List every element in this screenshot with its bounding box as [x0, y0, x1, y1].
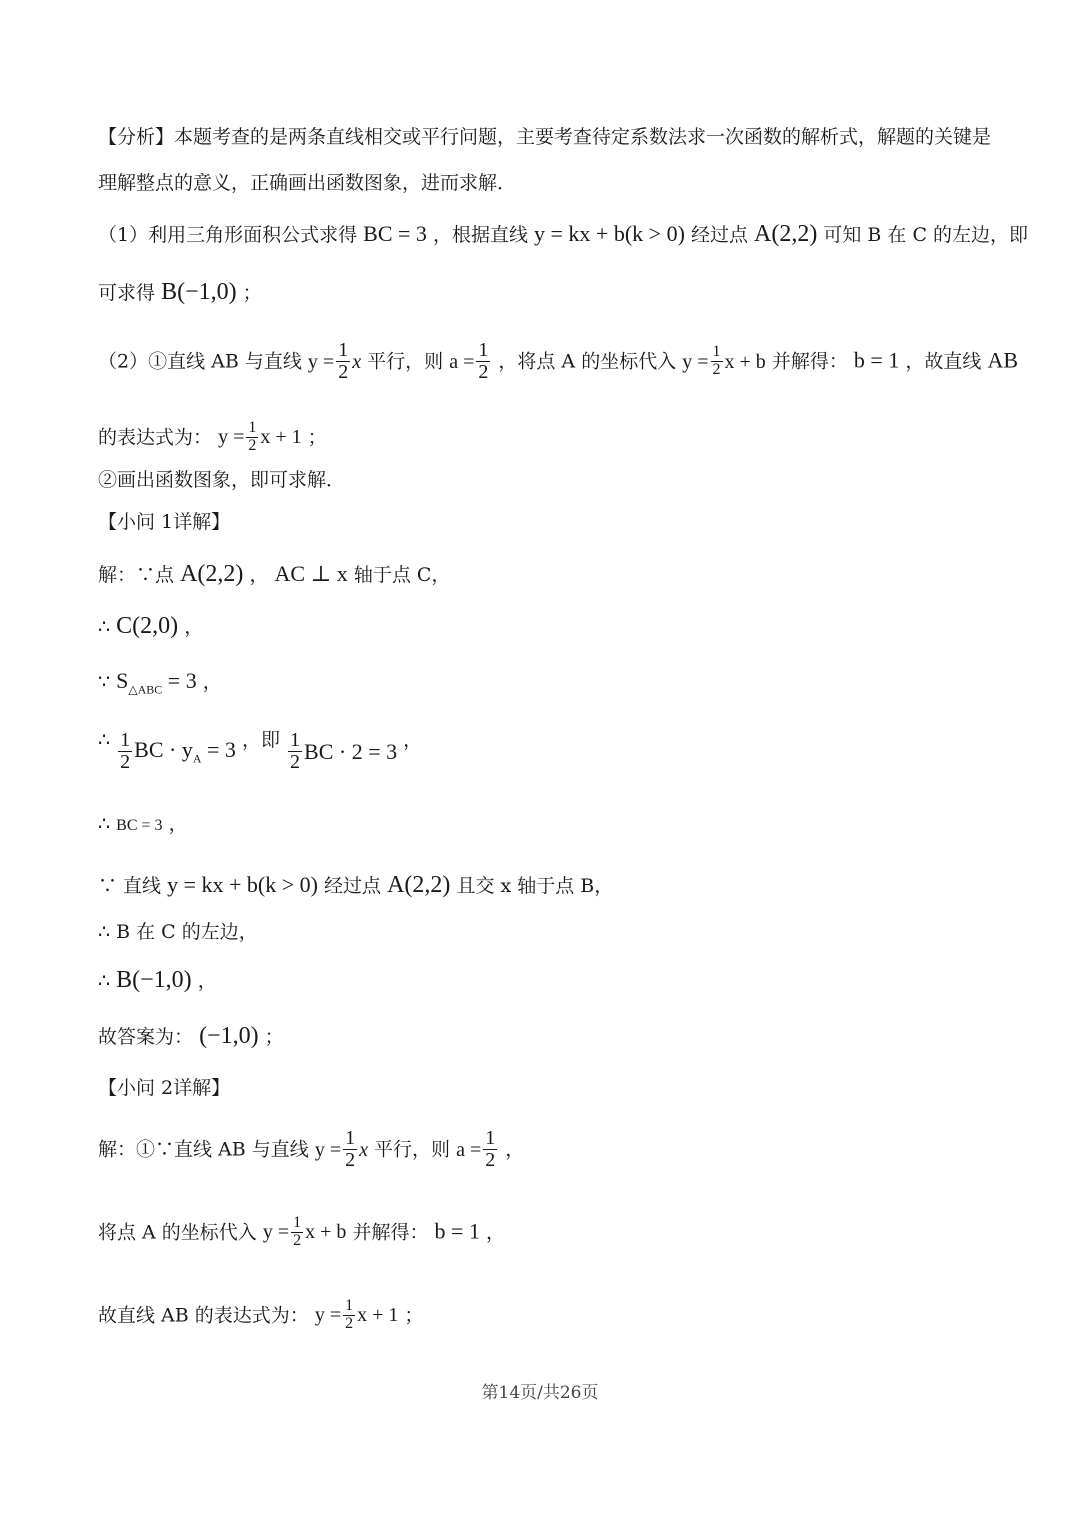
analysis-line-1: 【分析】本题考查的是两条直线相交或平行问题，主要考查待定系数法求一次函数的解析式，解题的关键是 — [98, 126, 992, 148]
fraction-expr — [456, 1128, 499, 1171]
numerator: 1 — [345, 1297, 354, 1314]
math: y = — [307, 350, 335, 373]
text: ， — [249, 564, 269, 586]
text: ∵ — [98, 671, 111, 693]
denominator: 2 — [485, 1149, 496, 1171]
math: BC = 3 — [363, 221, 427, 246]
analysis-part2-line2 — [98, 420, 327, 455]
text: ， — [197, 970, 217, 992]
math: b = 1 — [853, 347, 900, 373]
math: y = — [262, 1221, 290, 1244]
q1-step6 — [98, 873, 613, 897]
text: 的表达式为： — [98, 426, 213, 449]
numerator: 1 — [712, 343, 721, 361]
fraction-expr — [308, 340, 361, 383]
text: ∵ 直线 — [98, 875, 162, 897]
fraction-expr — [263, 1215, 347, 1250]
q1-step2 — [98, 614, 203, 638]
numerator: 1 — [338, 339, 349, 361]
math: a = — [456, 1138, 482, 1161]
math: A(2,2) — [387, 872, 451, 898]
q1-step4 — [98, 730, 422, 773]
text: 解：①∵直线 AB 与直线 — [98, 1138, 309, 1161]
math: S — [116, 668, 129, 693]
text: 平行，则 — [374, 1138, 451, 1161]
text: 将点 A 的坐标代入 — [98, 1221, 257, 1244]
math: y = — [314, 1304, 342, 1327]
text: ， — [184, 616, 204, 638]
text: 轴于点 C， — [353, 564, 451, 586]
numerator: 1 — [485, 1127, 496, 1149]
text: 故答案为： — [98, 1026, 194, 1048]
fraction-expr — [682, 344, 766, 379]
q2-step1 — [98, 1128, 524, 1171]
math: y = — [682, 350, 709, 373]
text: 并解得： — [771, 350, 848, 373]
math: x + 1 — [357, 1304, 399, 1327]
math: BC · 2 = 3 — [304, 738, 398, 764]
math: B(−1,0) — [161, 279, 237, 305]
denominator: 2 — [478, 361, 489, 383]
math: y = — [218, 426, 245, 449]
denominator: 2 — [120, 751, 131, 773]
math: y = kx + b(k > 0) — [167, 872, 318, 897]
text: ， — [403, 729, 423, 751]
math: y = kx + b(k > 0) — [534, 221, 685, 246]
text: 并解得： — [352, 1221, 429, 1244]
math: = 3 — [201, 736, 236, 762]
text: （1）利用三角形面积公式求得 — [98, 224, 358, 246]
math: C(2,0) — [116, 613, 179, 639]
text: 可知 B 在 C 的左边，即 — [823, 224, 1029, 246]
math: B(−1,0) — [116, 967, 192, 993]
math: AC ⊥ x — [274, 561, 348, 586]
analysis-part2-line1 — [98, 340, 1018, 383]
numerator: 1 — [290, 729, 301, 751]
math — [116, 668, 197, 697]
q2-step2 — [98, 1215, 505, 1250]
q1-step9 — [98, 1024, 284, 1048]
text: ，将点 A 的坐标代入 — [498, 350, 677, 373]
page-number: 第14页/共26页 — [481, 1383, 599, 1403]
math: b = 1 — [434, 1218, 480, 1244]
numerator: 1 — [120, 729, 131, 751]
math: y = — [314, 1138, 342, 1161]
numerator: 1 — [248, 419, 257, 436]
q1-step8 — [98, 968, 217, 992]
math: = 3 — [162, 668, 197, 693]
math: x — [352, 350, 362, 373]
text: ； — [242, 282, 262, 304]
numerator: 1 — [478, 339, 489, 361]
text: 平行，则 — [367, 350, 444, 373]
fraction-expr — [218, 420, 302, 455]
text: ； — [307, 426, 327, 449]
math: A(2,2) — [180, 561, 244, 587]
math: a = — [449, 350, 475, 373]
fraction-expr — [286, 730, 397, 773]
fraction-expr — [116, 730, 236, 773]
denominator: 2 — [338, 361, 349, 383]
numerator: 1 — [345, 1127, 356, 1149]
text: ， — [486, 1221, 506, 1244]
text: ， — [202, 671, 222, 693]
text: ； — [404, 1304, 424, 1327]
denominator: 2 — [345, 1149, 356, 1171]
math: x + b — [305, 1221, 347, 1244]
text: ， — [505, 1138, 525, 1161]
denominator: 2 — [712, 361, 721, 378]
text: ，根据直线 — [432, 224, 528, 246]
text: ，故直线 — [905, 350, 982, 373]
q1-step7: ∴ B 在 C 的左边， — [98, 921, 258, 943]
subscript: △ABC — [128, 682, 163, 697]
text: 可求得 — [98, 282, 156, 304]
q2-header: 【小问 2详解】 — [98, 1077, 231, 1099]
analysis-line-2: 理解整点的意义，正确画出函数图象，进而求解． — [98, 172, 517, 194]
denominator: 2 — [293, 1231, 302, 1249]
math: x + b — [724, 350, 766, 373]
analysis-part2-line3: ②画出函数图象，即可求解． — [98, 469, 346, 491]
q1-step3 — [98, 670, 222, 695]
q1-step5 — [98, 815, 188, 834]
q1-header: 【小问 1详解】 — [98, 511, 231, 533]
math: (−1,0) — [199, 1023, 259, 1049]
math: x + 1 — [260, 426, 302, 449]
math: BC = 3 — [116, 817, 163, 834]
text: ∴ — [98, 813, 111, 835]
text: ； — [264, 1026, 284, 1048]
text: 经过点 — [324, 875, 382, 897]
text: ， — [168, 813, 188, 835]
math: AB — [987, 347, 1019, 373]
denominator: 2 — [290, 751, 301, 773]
text: ∴ — [98, 970, 111, 992]
subscript: A — [192, 751, 202, 766]
fraction-expr — [315, 1128, 368, 1171]
text: 解：∵点 — [98, 564, 175, 586]
text: （2）①直线 AB 与直线 — [98, 350, 302, 373]
text: ∴ — [98, 616, 111, 638]
text: 且交 x 轴于点 B， — [456, 875, 614, 897]
math: BC · y — [134, 736, 193, 762]
q1-step1 — [98, 562, 450, 586]
denominator: 2 — [345, 1314, 354, 1332]
text: 故直线 AB 的表达式为： — [98, 1304, 309, 1327]
analysis-part1-line1 — [98, 222, 1028, 246]
text: ，即 — [241, 729, 280, 751]
q2-step3 — [98, 1298, 423, 1333]
fraction-expr — [315, 1298, 399, 1333]
text: 经过点 — [690, 224, 748, 246]
fraction-expr — [449, 340, 492, 383]
denominator: 2 — [248, 436, 257, 454]
text: ∴ — [98, 729, 111, 751]
math: x — [359, 1138, 368, 1161]
math: A(2,2) — [754, 221, 818, 247]
numerator: 1 — [293, 1214, 302, 1231]
analysis-part1-line2 — [98, 280, 262, 304]
